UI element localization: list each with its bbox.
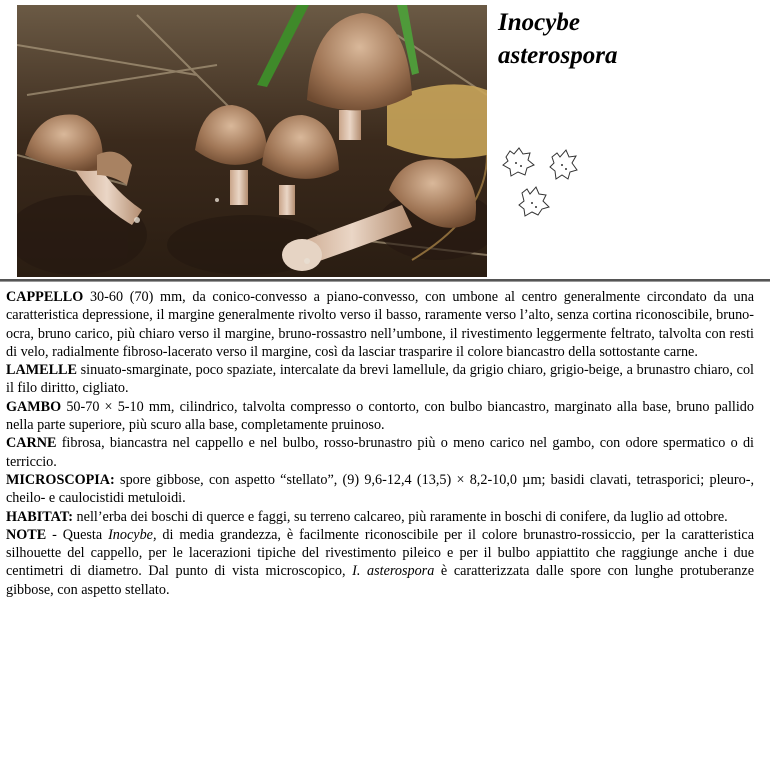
- paragraph-habitat: [6, 508, 754, 526]
- text-gambo: 50-70 × 5-10 mm, cilindrico, talvolta compresso o contorto, con bulbo biancastro, marginato alla base, bruno pallido nella parte superiore, più scuro alla base, completamente pruinoso.: [6, 398, 754, 434]
- text-habitat: nell’erba dei boschi di querce e faggi, su terreno calcareo, più raramente in boschi di conifere, da luglio ad ottobre.: [73, 508, 728, 525]
- spore-drawing-2: [550, 150, 577, 179]
- text-note-genus: Inocybe,: [108, 526, 157, 543]
- paragraph-carne: [6, 434, 754, 471]
- paragraph-lamelle: [6, 361, 754, 398]
- text-microscopia: spore gibbose, con aspetto “stellato”, (9) 9,6-12,4 (13,5) × 8,2-10,0 µm; basidi clavati, tetrasporici; pleuro-, cheilo- e caulocistidi metuloidi.: [6, 471, 754, 507]
- spore-drawing-1: [503, 148, 534, 176]
- paragraph-microscopia: [6, 471, 754, 508]
- mushroom-photo: [17, 5, 487, 277]
- text-carne: fibrosa, biancastra nel cappello e nel bulbo, rosso-brunastro più o meno carico nel gambo, con odore spermatico o di terriccio.: [6, 435, 754, 470]
- label-gambo: GAMBO: [6, 398, 62, 415]
- text-cappello: 30-60 (70) mm, da conico-convesso a piano-convesso, con umbone al centro generalmente circondato da una caratteristica depressione, il margine generalmente rivolto verso il basso, raramente verso l’alto, senza cortina riconoscibile, bruno-ocra, bruno carico, più chiaro verso il margine, bruno-rossastro nell’umbone, il rivestimento leggermente feltrato, talvolta con resti di velo, radialmente fibroso-lacerato verso il margine, così da lasciar trasparire il colore biancastro della sottostante carne.: [6, 289, 754, 360]
- text-note-species: I. asterospora: [352, 563, 435, 580]
- label-microscopia: MICROSCOPIA:: [6, 471, 115, 488]
- paragraph-cappello: [6, 288, 754, 361]
- label-note: NOTE: [6, 526, 47, 543]
- section-divider: [0, 279, 770, 282]
- paragraph-gambo: [6, 398, 754, 435]
- description-text: [6, 288, 754, 599]
- species-title: [498, 6, 758, 72]
- text-note-1: - Questa: [46, 526, 109, 543]
- paragraph-note: [6, 526, 754, 599]
- text-lamelle: sinuato-smarginate, poco spaziate, intercalate da brevi lamellule, da grigio chiaro, grigio-beige, a brunastro chiaro, col il filo diritto, cigliato.: [6, 362, 754, 397]
- genus-name: Inocybe: [498, 9, 580, 36]
- spore-drawing-3: [519, 187, 549, 216]
- label-habitat: HABITAT:: [6, 508, 73, 525]
- text-note-2: di media grandezza, è facilmente riconoscibile per il colore brunastro-rossiccio, per la caratteristica silhouette del cappello, per le lacerazioni tipiche del rivestimento pileico e per il bulbo appiattito che raggiunge anche i due centimetri di diametro. Dal punto di vista microscopico,: [6, 526, 755, 580]
- spore-drawings: [500, 145, 590, 225]
- label-lamelle: LAMELLE: [6, 362, 77, 379]
- label-carne: CARNE: [6, 435, 57, 452]
- label-cappello: CAPPELLO: [6, 289, 84, 305]
- species-name: asterospora: [498, 42, 618, 69]
- text-note-3: è caratterizzata dalle spore con lunghe protuberanze gibbose, con aspetto stellato.: [6, 563, 754, 598]
